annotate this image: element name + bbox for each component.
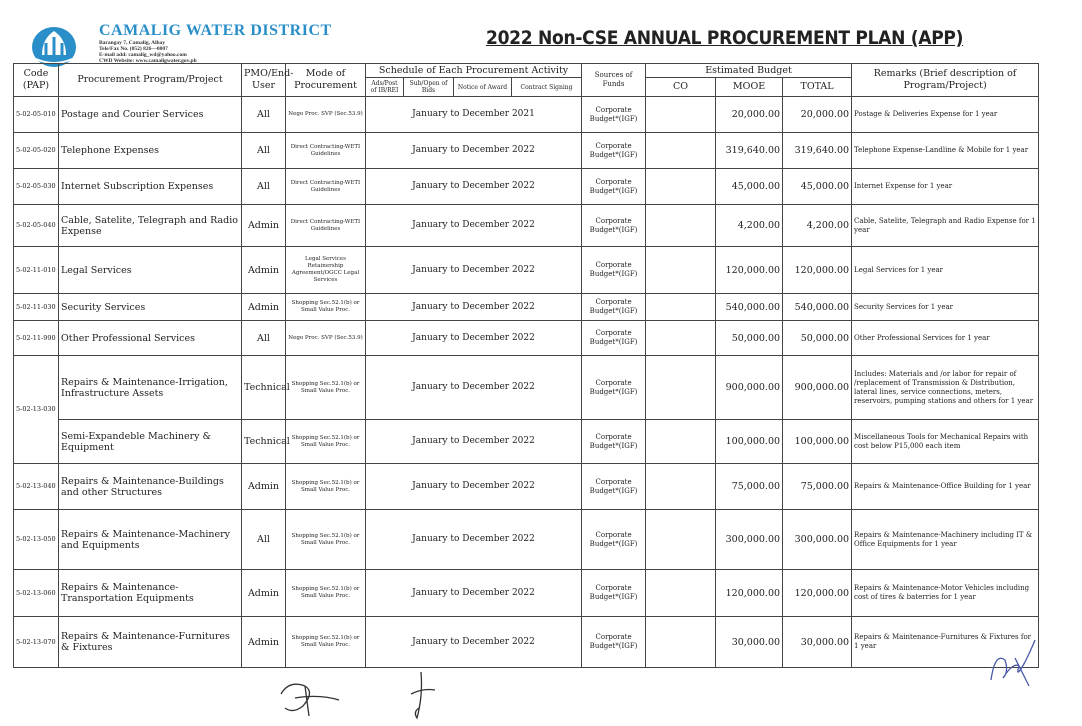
- row-mooe: 4,200.00: [716, 205, 783, 247]
- row-mode: Direct Contracting-WETI Guidelines: [286, 205, 366, 247]
- row-pmo: All: [242, 133, 286, 169]
- row-total: 319,640.00: [783, 133, 852, 169]
- row-program: Telephone Expenses: [59, 133, 242, 169]
- row-co: [646, 97, 716, 133]
- row-code: 5-02-11-990: [14, 321, 59, 356]
- row-schedule: January to December 2021: [366, 97, 582, 133]
- document-title: 2022 Non-CSE ANNUAL PROCUREMENT PLAN (APP): [486, 27, 964, 49]
- table-row: [14, 133, 1039, 169]
- row-remarks: Repairs & Maintenance-Motor Vehicles including cost of tires & baterries for 1 year: [852, 570, 1039, 617]
- row-co: [646, 570, 716, 617]
- row-program: Postage and Courier Services: [59, 97, 242, 133]
- row-mooe: 300,000.00: [716, 510, 783, 570]
- table-row: [14, 169, 1039, 205]
- row-remarks: Cable, Satelite, Telegraph and Radio Expense for 1 year: [852, 205, 1039, 247]
- row-program: Semi-Expandeble Machinery & Equipment: [59, 420, 242, 464]
- row-mooe: 540,000.00: [716, 294, 783, 321]
- table-row: [14, 205, 1039, 247]
- row-total: 20,000.00: [783, 97, 852, 133]
- row-co: [646, 420, 716, 464]
- org-header: [99, 22, 332, 64]
- row-source: Corporate Budget*(IGF): [582, 464, 646, 510]
- row-pmo: Technical: [242, 356, 286, 420]
- row-remarks: Other Professional Services for 1 year: [852, 321, 1039, 356]
- signature-3: [985, 632, 1040, 690]
- row-code: 5-02-11-030: [14, 294, 59, 321]
- row-schedule: January to December 2022: [366, 356, 582, 420]
- row-code: 5-02-13-060: [14, 570, 59, 617]
- row-pmo: Admin: [242, 570, 286, 617]
- row-schedule: January to December 2022: [366, 169, 582, 205]
- table-row: [14, 97, 1039, 133]
- row-program: Legal Services: [59, 247, 242, 294]
- row-co: [646, 617, 716, 668]
- table-row: [14, 321, 1039, 356]
- org-website: CWD Website: www.camaligwater.gov.ph: [99, 58, 197, 64]
- row-mode: Shopping Sec.52.1(b) or Small Value Proc.: [286, 617, 366, 668]
- row-mooe: 900,000.00: [716, 356, 783, 420]
- row-mode: Nego Proc. SVP (Sec.53.9): [286, 97, 366, 133]
- row-code: 5-02-13-050: [14, 510, 59, 570]
- row-co: [646, 321, 716, 356]
- row-schedule: January to December 2022: [366, 420, 582, 464]
- header-schedule: Schedule of Each Procurement Activity: [366, 64, 582, 78]
- header-sub-open: Sub/Open of Bids: [404, 78, 454, 97]
- row-pmo: Admin: [242, 294, 286, 321]
- row-source: Corporate Budget*(IGF): [582, 617, 646, 668]
- row-pmo: Admin: [242, 617, 286, 668]
- org-name: CAMALIG WATER DISTRICT: [99, 22, 332, 39]
- row-source: Corporate Budget*(IGF): [582, 97, 646, 133]
- row-mode: Legal Services Retainership Agreement/OGCC Legal Services: [286, 247, 366, 294]
- row-source: Corporate Budget*(IGF): [582, 133, 646, 169]
- row-co: [646, 205, 716, 247]
- row-co: [646, 356, 716, 420]
- row-mode: Shopping Sec.52.1(b) or Small Value Proc.: [286, 356, 366, 420]
- row-total: 45,000.00: [783, 169, 852, 205]
- row-code: 5-02-05-010: [14, 97, 59, 133]
- row-schedule: January to December 2022: [366, 247, 582, 294]
- row-mooe: 120,000.00: [716, 247, 783, 294]
- row-remarks: Postage & Deliveries Expense for 1 year: [852, 97, 1039, 133]
- row-mode: Shopping Sec.52.1(b) or Small Value Proc.: [286, 464, 366, 510]
- row-co: [646, 464, 716, 510]
- row-source: Corporate Budget*(IGF): [582, 169, 646, 205]
- row-pmo: Admin: [242, 247, 286, 294]
- row-source: Corporate Budget*(IGF): [582, 321, 646, 356]
- procurement-plan-table: [13, 63, 1039, 668]
- row-total: 300,000.00: [783, 510, 852, 570]
- row-total: 75,000.00: [783, 464, 852, 510]
- row-remarks: Repairs & Maintenance-Office Building for 1 year: [852, 464, 1039, 510]
- row-mooe: 45,000.00: [716, 169, 783, 205]
- row-mooe: 30,000.00: [716, 617, 783, 668]
- row-source: Corporate Budget*(IGF): [582, 420, 646, 464]
- header-co: CO: [646, 78, 716, 97]
- row-schedule: January to December 2022: [366, 133, 582, 169]
- row-program: Repairs & Maintenance-Machinery and Equipments: [59, 510, 242, 570]
- row-source: Corporate Budget*(IGF): [582, 247, 646, 294]
- row-mooe: 50,000.00: [716, 321, 783, 356]
- row-program: Security Services: [59, 294, 242, 321]
- row-program: Cable, Satelite, Telegraph and Radio Expense: [59, 205, 242, 247]
- header-program: Procurement Program/Project: [59, 64, 242, 97]
- row-remarks: Legal Services for 1 year: [852, 247, 1039, 294]
- table-row: [14, 510, 1039, 570]
- row-code: 5-02-13-030: [14, 356, 59, 464]
- row-schedule: January to December 2022: [366, 321, 582, 356]
- row-code: 5-02-13-070: [14, 617, 59, 668]
- header-ads-post: Ads/Post of IB/REI: [366, 78, 404, 97]
- row-schedule: January to December 2022: [366, 294, 582, 321]
- row-program: Repairs & Maintenance-Furnitures & Fixtures: [59, 617, 242, 668]
- row-co: [646, 133, 716, 169]
- row-mode: Shopping Sec.52.1(b) or Small Value Proc.: [286, 294, 366, 321]
- row-mode: Shopping Sec.52.1(b) or Small Value Proc.: [286, 570, 366, 617]
- row-pmo: All: [242, 321, 286, 356]
- row-total: 540,000.00: [783, 294, 852, 321]
- header-total: TOTAL: [783, 78, 852, 97]
- table-row: [14, 617, 1039, 668]
- row-mooe: 100,000.00: [716, 420, 783, 464]
- table-row: [14, 464, 1039, 510]
- header-contract-signing: Contract Signing: [512, 78, 582, 97]
- row-mooe: 75,000.00: [716, 464, 783, 510]
- row-pmo: All: [242, 510, 286, 570]
- row-program: Repairs & Maintenance-Buildings and other Structures: [59, 464, 242, 510]
- row-mode: Shopping Sec.52.1(b) or Small Value Proc.: [286, 420, 366, 464]
- header-source: Sources of Funds: [582, 64, 646, 97]
- row-program: Repairs & Maintenance-Irrigation, Infrastructure Assets: [59, 356, 242, 420]
- row-code: 5-02-13-040: [14, 464, 59, 510]
- row-mode: Direct Contracting-WETI Guidelines: [286, 169, 366, 205]
- row-remarks: Telephone Expense-Landline & Mobile for 1 year: [852, 133, 1039, 169]
- row-schedule: January to December 2022: [366, 617, 582, 668]
- row-source: Corporate Budget*(IGF): [582, 356, 646, 420]
- header-code: Code (PAP): [14, 64, 59, 97]
- row-pmo: Admin: [242, 205, 286, 247]
- row-co: [646, 510, 716, 570]
- row-code: 5-02-05-040: [14, 205, 59, 247]
- table-row: [14, 420, 1039, 464]
- row-schedule: January to December 2022: [366, 205, 582, 247]
- header-remarks: Remarks (Brief description of Program/Project): [852, 64, 1039, 97]
- row-remarks: Includes: Materials and /or labor for repair of /replacement of Transmission & Distribution, lateral lines, service connections, meters, reservoirs, pumping stations and others for 1 year: [852, 356, 1039, 420]
- row-mode: Nego Proc. SVP (Sec.53.9): [286, 321, 366, 356]
- row-total: 50,000.00: [783, 321, 852, 356]
- org-telfax: Tele/Fax No. (052) 826—0007: [99, 46, 168, 52]
- row-source: Corporate Budget*(IGF): [582, 570, 646, 617]
- row-mooe: 319,640.00: [716, 133, 783, 169]
- org-address: Barangay 7, Camalig, Albay: [99, 40, 166, 46]
- header-mooe: MOOE: [716, 78, 783, 97]
- row-total: 4,200.00: [783, 205, 852, 247]
- row-program: Repairs & Maintenance-Transportation Equipments: [59, 570, 242, 617]
- row-remarks: Internet Expense for 1 year: [852, 169, 1039, 205]
- row-code: 5-02-05-030: [14, 169, 59, 205]
- row-source: Corporate Budget*(IGF): [582, 510, 646, 570]
- header-mode: Mode of Procurement: [286, 64, 366, 97]
- row-code: 5-02-05-020: [14, 133, 59, 169]
- row-mode: Shopping Sec.52.1(b) or Small Value Proc.: [286, 510, 366, 570]
- row-schedule: January to December 2022: [366, 510, 582, 570]
- row-mooe: 120,000.00: [716, 570, 783, 617]
- row-pmo: Technical: [242, 420, 286, 464]
- row-total: 120,000.00: [783, 570, 852, 617]
- row-mode: Direct Contracting-WETI Guidelines: [286, 133, 366, 169]
- row-program: Internet Subscription Expenses: [59, 169, 242, 205]
- row-remarks: Repairs & Maintenance-Furnitures & Fixtures for 1 year: [852, 617, 1039, 668]
- row-co: [646, 169, 716, 205]
- header-pmo: PMO/End-User: [242, 64, 286, 97]
- row-schedule: January to December 2022: [366, 464, 582, 510]
- row-total: 900,000.00: [783, 356, 852, 420]
- row-schedule: January to December 2022: [366, 570, 582, 617]
- row-source: Corporate Budget*(IGF): [582, 205, 646, 247]
- row-total: 30,000.00: [783, 617, 852, 668]
- row-pmo: Admin: [242, 464, 286, 510]
- row-co: [646, 294, 716, 321]
- table-row: [14, 247, 1039, 294]
- table-row: [14, 356, 1039, 420]
- org-email: E-mail add: camalig_wd@yahoo.com: [99, 52, 187, 58]
- table-row: [14, 294, 1039, 321]
- table-row: [14, 570, 1039, 617]
- signature-1: [275, 672, 345, 720]
- row-source: Corporate Budget*(IGF): [582, 294, 646, 321]
- row-total: 100,000.00: [783, 420, 852, 464]
- row-remarks: Miscellaneous Tools for Mechanical Repairs with cost below P15,000 each item: [852, 420, 1039, 464]
- row-pmo: All: [242, 169, 286, 205]
- row-remarks: Repairs & Maintenance-Machinery including IT & Office Equipments for 1 year: [852, 510, 1039, 570]
- row-remarks: Security Services for 1 year: [852, 294, 1039, 321]
- header-budget: Estimated Budget: [646, 64, 852, 78]
- row-pmo: All: [242, 97, 286, 133]
- signature-2: [405, 668, 439, 722]
- row-mooe: 20,000.00: [716, 97, 783, 133]
- row-co: [646, 247, 716, 294]
- row-total: 120,000.00: [783, 247, 852, 294]
- header-notice-award: Notice of Award: [454, 78, 512, 97]
- row-code: 5-02-11-010: [14, 247, 59, 294]
- row-program: Other Professional Services: [59, 321, 242, 356]
